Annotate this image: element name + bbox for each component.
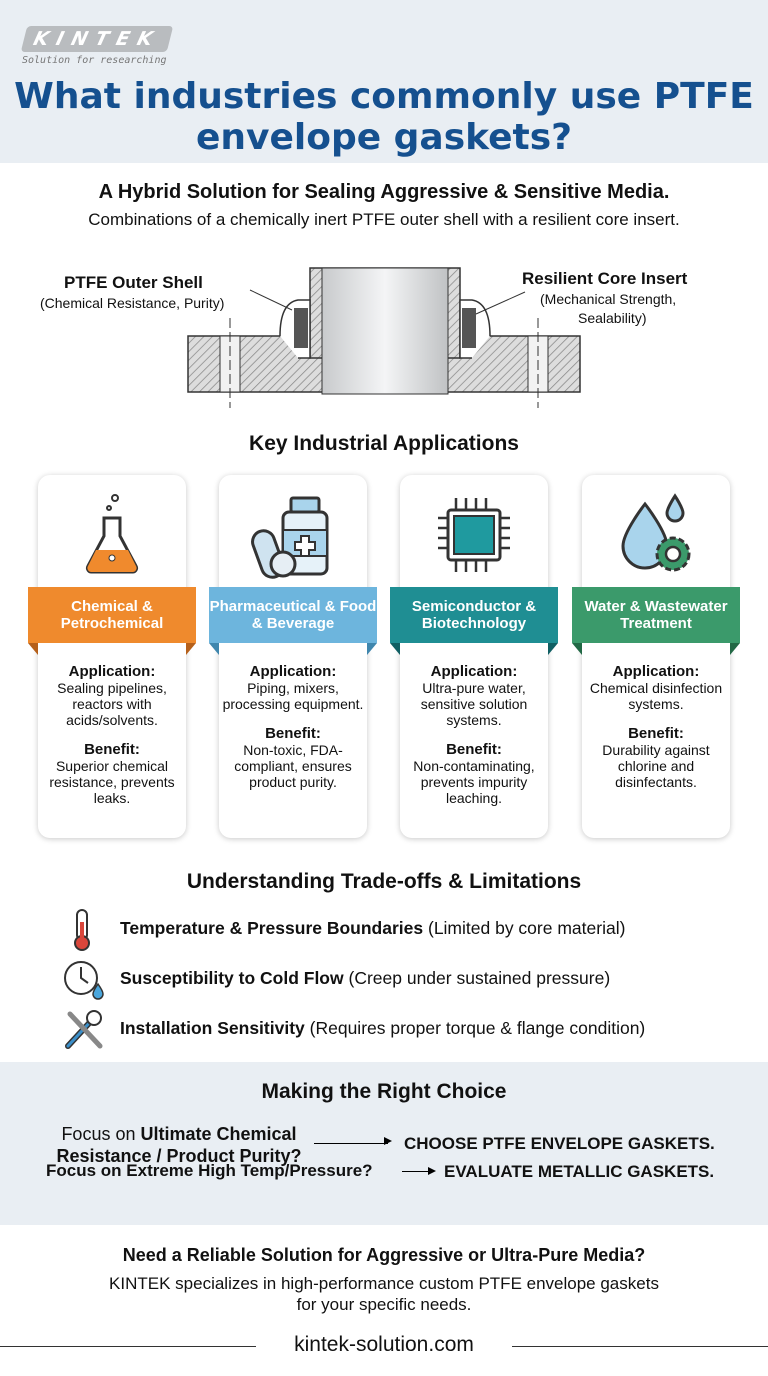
banner-fold bbox=[390, 643, 400, 655]
industry-banner: Chemical & Petrochemical bbox=[28, 587, 196, 643]
flask-icon bbox=[38, 490, 186, 580]
limitation-item: Installation Sensitivity (Requires proper torque & flange condition) bbox=[120, 1018, 646, 1038]
microchip-icon bbox=[400, 490, 548, 580]
choice-question-2: Focus on Extreme High Temp/Pressure? bbox=[46, 1161, 373, 1180]
limitation-item: Temperature & Pressure Boundaries (Limited by core material) bbox=[120, 918, 626, 938]
banner-fold bbox=[209, 643, 219, 655]
banner-fold bbox=[572, 643, 582, 655]
intro-subtitle: Combinations of a chemically inert PTFE outer shell with a resilient core insert. bbox=[88, 210, 680, 229]
banner-fold bbox=[730, 643, 740, 655]
clock-drop-icon bbox=[62, 958, 102, 998]
cta-line-1: KINTEK specializes in high-performance custom PTFE envelope gaskets bbox=[109, 1274, 659, 1293]
banner-fold bbox=[548, 643, 558, 655]
medicine-bottle-icon bbox=[219, 490, 367, 580]
industry-banner: Pharmaceutical & Food & Beverage bbox=[209, 587, 377, 643]
industry-banner: Semiconductor & Biotechnology bbox=[390, 587, 558, 643]
industry-banner: Water & Wastewater Treatment bbox=[572, 587, 740, 643]
applications-heading: Key Industrial Applications bbox=[249, 432, 519, 455]
cta-line-2: for your specific needs. bbox=[296, 1295, 472, 1314]
choice-result-1: CHOOSE PTFE ENVELOPE GASKETS. bbox=[404, 1134, 715, 1153]
core-insert-sub1: (Mechanical Strength, bbox=[540, 291, 677, 307]
choice-result-2: EVALUATE METALLIC GASKETS. bbox=[444, 1162, 715, 1181]
arrow-icon bbox=[314, 1143, 388, 1144]
card-content: Application: Sealing pipelines, reactors with acids/solvents. Benefit: Superior chemical resistance, prevents leaks. bbox=[49, 663, 175, 806]
choice-heading: Making the Right Choice bbox=[261, 1080, 507, 1103]
card-content: Application: Ultra-pure water, sensitive solution systems. Benefit: Non-contaminating, prevents impurity leaching. bbox=[413, 663, 535, 806]
limits-heading: Understanding Trade-offs & Limitations bbox=[186, 870, 582, 893]
banner-fold bbox=[186, 643, 196, 655]
core-insert-label: Resilient Core Insert bbox=[522, 269, 688, 288]
logo-tagline: Solution for researching bbox=[22, 55, 167, 66]
cta-heading: Need a Reliable Solution for Aggressive or Ultra-Pure Media? bbox=[122, 1245, 646, 1265]
card-content: Application: Chemical disinfection systems. Benefit: Durability against chlorine and disinfectants. bbox=[589, 663, 723, 790]
limitation-item: Susceptibility to Cold Flow (Creep under sustained pressure) bbox=[120, 968, 611, 988]
banner-fold bbox=[28, 643, 38, 655]
gasket-cross-section-diagram bbox=[180, 258, 590, 408]
kintek-logo: KINTEK bbox=[21, 26, 173, 52]
tools-icon bbox=[62, 1008, 102, 1048]
arrow-head-icon bbox=[428, 1167, 436, 1175]
card-content: Application: Piping, mixers, processing equipment. Benefit: Non-toxic, FDA-compliant, ensures product purity. bbox=[222, 663, 364, 790]
intro-heading: A Hybrid Solution for Sealing Aggressive & Sensitive Media. bbox=[98, 181, 670, 203]
choice-question-1: Focus on Ultimate Chemical Resistance / Product Purity? bbox=[56, 1124, 302, 1166]
arrow-head-icon bbox=[384, 1137, 392, 1145]
ptfe-shell-label: PTFE Outer Shell bbox=[64, 273, 203, 292]
water-gear-icon bbox=[582, 490, 730, 580]
page-title: What industries commonly use PTFE envelope gaskets? bbox=[14, 76, 754, 158]
banner-fold bbox=[367, 643, 377, 655]
website-link[interactable]: kintek-solution.com bbox=[294, 1333, 474, 1356]
thermometer-icon bbox=[62, 908, 102, 948]
ptfe-shell-sub: (Chemical Resistance, Purity) bbox=[40, 295, 225, 311]
arrow-icon bbox=[402, 1171, 430, 1172]
core-insert-sub2: Sealability) bbox=[578, 310, 647, 326]
